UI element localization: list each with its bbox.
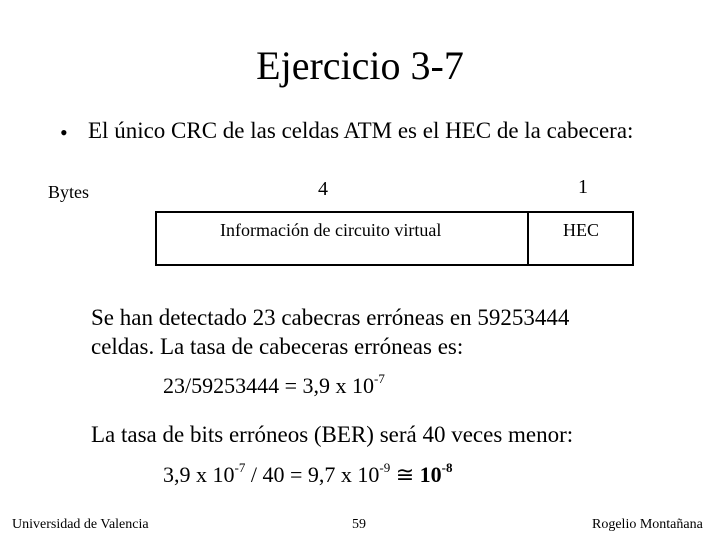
paragraph1-line2: celdas. La tasa de cabeceras erróneas es: — [91, 334, 464, 359]
vci-field-label: Información de circuito virtual — [220, 220, 442, 240]
result-base: 10 — [419, 462, 442, 487]
bullet-text: El único CRC de las celdas ATM es el HEC de la cabecera: — [88, 118, 634, 143]
bullet-marker: • — [60, 120, 68, 145]
footer-page-number: 59 — [352, 517, 366, 532]
field1-bytes: 4 — [318, 178, 328, 200]
approx-symbol: ≅ — [390, 462, 420, 487]
field2-bytes: 1 — [578, 176, 588, 198]
equation2-part2: / 40 = 9,7 x 10 — [245, 462, 380, 487]
equation2-part1: 3,9 x 10 — [163, 462, 235, 487]
paragraph1-line1: Se han detectado 23 cabecras erróneas en 59253444 — [91, 305, 570, 330]
slide-title: Ejercicio 3-7 — [256, 43, 464, 88]
bytes-label: Bytes — [48, 182, 90, 202]
equation1 — [163, 373, 385, 399]
equation1-exponent: -7 — [374, 371, 385, 386]
equation2 — [163, 462, 453, 488]
result-exponent: -8 — [441, 460, 453, 475]
field-divider — [527, 211, 529, 266]
footer-university: Universidad de Valencia — [12, 517, 149, 532]
hec-field-label: HEC — [563, 220, 599, 240]
paragraph2: La tasa de bits erróneos (BER) será 40 veces menor: — [91, 422, 574, 447]
footer-author: Rogelio Montañana — [592, 517, 703, 532]
equation1-lhs: 23/59253444 = 3,9 x 10 — [163, 373, 375, 398]
equation2-exponent1: -7 — [234, 460, 246, 475]
equation2-exponent2: -9 — [379, 460, 391, 475]
